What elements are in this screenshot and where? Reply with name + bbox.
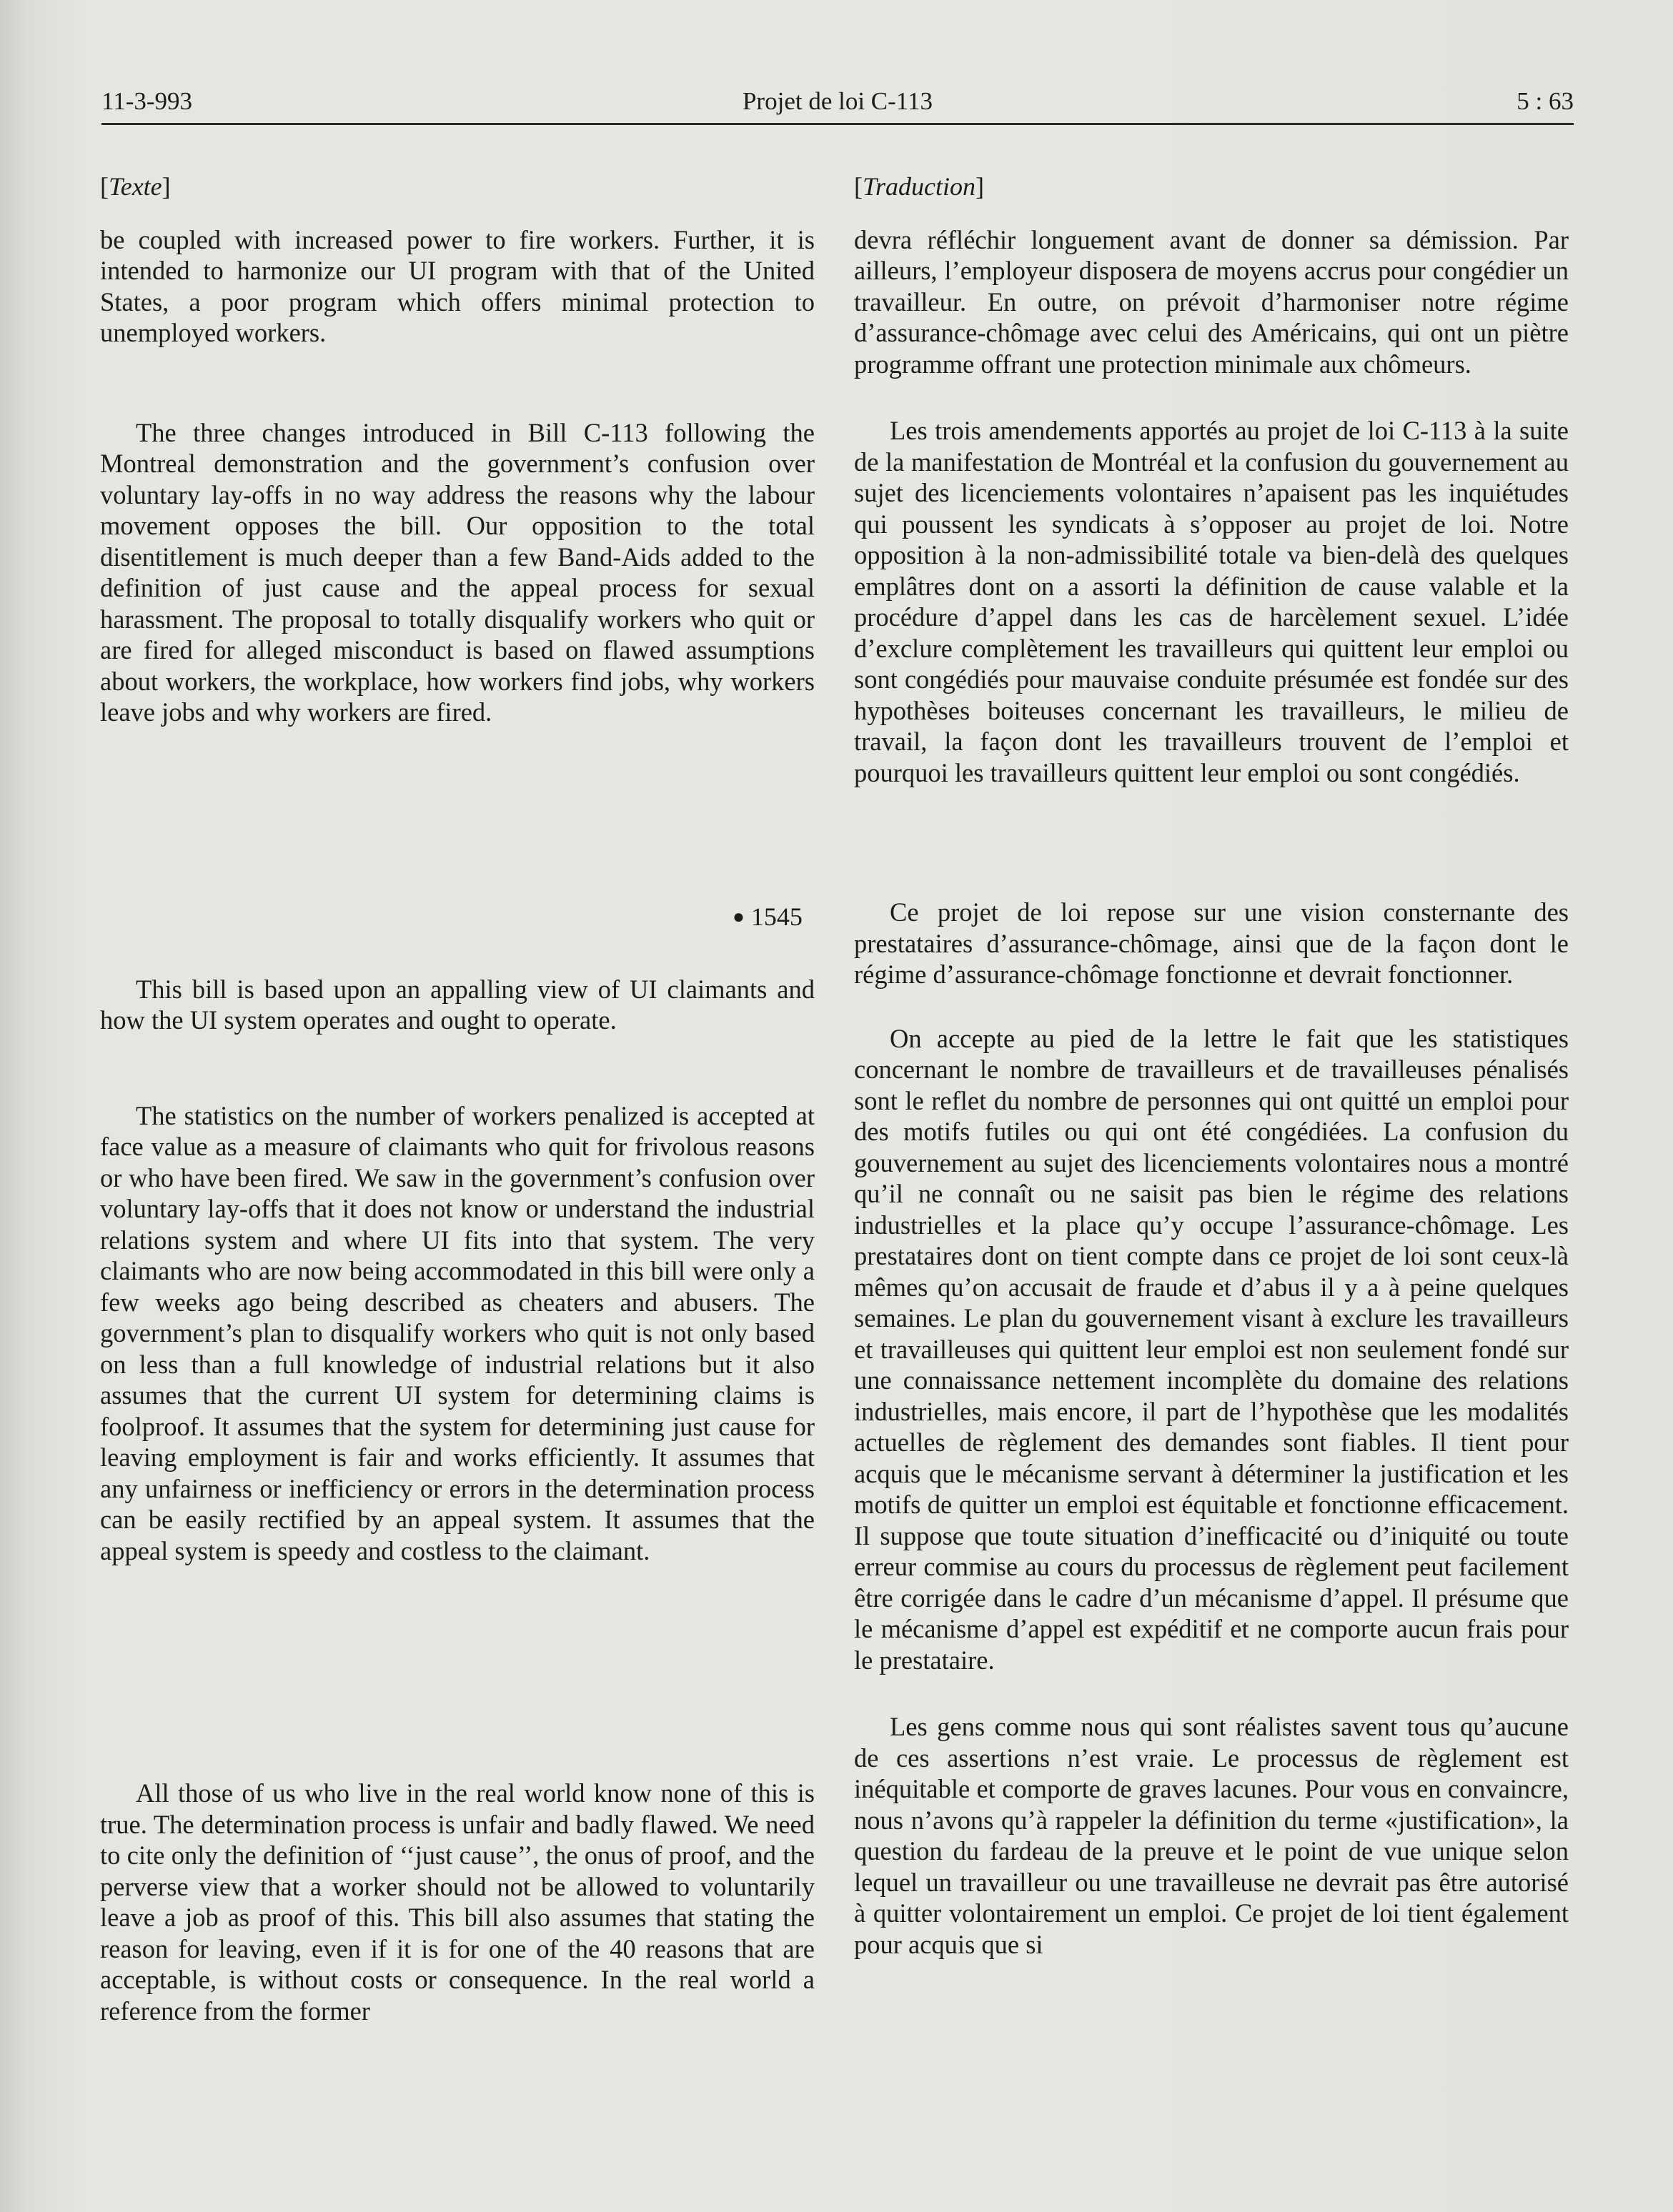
column-label-french: [Traduction] (854, 172, 985, 201)
paragraph: This bill is based upon an appalling view of UI claimants and how the UI system operates and ought to operate. (100, 974, 815, 1035)
paragraph: Les trois amendements apportés au projet de loi C-113 à la suite de la manifestation de Montréal et la confusion du gouvernement au sujet des licenciements volontaires n’apaisent pas les inquiétudes qui poussent les syndicats à s’opposer au projet de loi. Notre opposition à la non-admissibilité totale va bien-delà des quelques emplâtres dont on a assorti la définition de cause valable et la procédure d’appel dans les cas de harcèlement sexuel. L’idée d’exclure complètement les travailleurs qui quittent leur emploi ou sont congédiés pour mauvaise conduite présumée est fondée sur des hypothèses boiteuses concernant les travailleurs, le milieu de travail, la façon dont les travailleurs trouvent de l’emploi et pourquoi les travailleurs quittent leur emploi ou sont congédiés. (854, 416, 1569, 787)
paragraph: All those of us who live in the real world know none of this is true. The determination process is unfair and badly flawed. We need to cite only the definition of ‘‘just cause’’, the onus of proof, and the perverse view that a worker should not be allowed to voluntarily leave a job as proof of this. This bill also assumes that stating the reason for leaving, even if it is for one of the 40 reasons that are acceptable, is without costs or consequence. In the real world a reference from the former (100, 1778, 815, 2026)
paragraph: Les gens comme nous qui sont réalistes savent tous qu’aucune de ces assertions n’est vraie. Le processus de règlement est inéquitable et comporte de graves lacunes. Pour vous en convaincre, nous n’avons qu’à rappeler la définition du terme «justification», la question du fardeau de la preuve et le point de vue unique selon lequel un travailleur ou une travailleuse ne devrait pas être autorisé à quitter volontairement un emploi. Ce projet de loi tient également pour acquis que si (854, 1712, 1569, 1959)
header-title: Projet de loi C-113 (742, 87, 933, 115)
header-date: 11-3-993 (101, 87, 193, 115)
bullet-icon: ● (733, 906, 745, 928)
paragraph: The three changes introduced in Bill C-113 following the Montreal demonstration and the government’s confusion over voluntary lay-offs in no way address the reasons why the labour movement opposes the bill. Our opposition to the total disentitlement is much deeper than a few Band-Aids added to the definition of just cause and the appeal process for sexual harassment. The proposal to totally disqualify workers who quit or are fired for alleged misconduct is based on flawed assumptions about workers, the workplace, how workers find jobs, why workers leave jobs and why workers are fired. (100, 417, 815, 727)
paragraph: On accepte au pied de la lettre le fait que les statistiques concernant le nombre de travailleurs et de travailleuses pénalisés sont le reflet du nombre de personnes qui ont quitté un emploi pour des motifs futiles ou qui ont été congédiées. La confusion du gouvernement au sujet des licenciements volontaires nous a montré qu’il ne connaît ou ne saisit pas bien le régime des relations industrielles et la place qu’y occupe l’assurance-chômage. Les prestataires dont on tient compte dans ce projet de loi sont ceux-là mêmes qu’on accusait de fraude et d’abus il y a à peine quelques semaines. Le plan du gouvernement visant à exclure les travailleurs et travailleuses qui quittent leur emploi est non seulement fondé sur une connaissance nettement incomplète du domaine des relations industrielles, mais encore, il part de l’hypothèse que les modalités actuelles de règlement des demandes sont fiables. Il tient pour acquis que le mécanisme servant à déterminer la justification et les motifs de quitter un emploi est équitable et fonctionne efficacement. Il suppose que toute situation d’inefficacité ou d’iniquité ou toute erreur commise au cours du processus de règlement peut facilement être corrigée dans le cadre d’un mécanisme d’appel. Il présume que le mécanisme d’appel est expéditif et ne comporte aucun frais pour le prestataire. (854, 1023, 1569, 1675)
header-rule (101, 123, 1574, 125)
paragraph: devra réfléchir longuement avant de donner sa démission. Par ailleurs, l’employeur disposera de moyens accrus pour congédier un travailleur. En outre, on prévoit d’harmoniser notre régime d’assurance-chômage avec celui des Américains, qui ont un piètre programme offrant une protection minimale aux chômeurs. (854, 224, 1569, 379)
header-page-number: 5 : 63 (1516, 87, 1574, 115)
paragraph: Ce projet de loi repose sur une vision consternante des prestataires d’assurance-chômage, ainsi que de la façon dont le régime d’assurance-chômage fonctionne et devrait fonctionner. (854, 897, 1569, 989)
paragraph: The statistics on the number of workers penalized is accepted at face value as a measure of claimants who quit for frivolous reasons or who have been fired. We saw in the government’s confusion over voluntary lay-offs that it does not know or understand the industrial relations system and where UI fits into that system. The very claimants who are now being accommodated in this bill were only a few weeks ago being described as cheaters and abusers. The government’s plan to disqualify workers who quit is not only based on less than a full knowledge of industrial relations but it also assumes that the current UI system for determining claims is foolproof. It assumes that the system for determining just cause for leaving employment is fair and works efficiently. It assumes that any unfairness or inefficiency or errors in the determination process can be easily rectified by an appeal system. It assumes that the appeal system is speedy and costless to the claimant. (100, 1100, 815, 1565)
english-column (100, 171, 815, 2026)
french-column (854, 171, 1569, 1960)
paragraph: be coupled with increased power to fire workers. Further, it is intended to harmonize our UI program with that of the United States, a poor program which offers minimal protection to unemployed workers. (100, 224, 815, 347)
time-marker: ● 1545 (733, 902, 803, 931)
column-label-english: [Texte] (100, 172, 171, 201)
